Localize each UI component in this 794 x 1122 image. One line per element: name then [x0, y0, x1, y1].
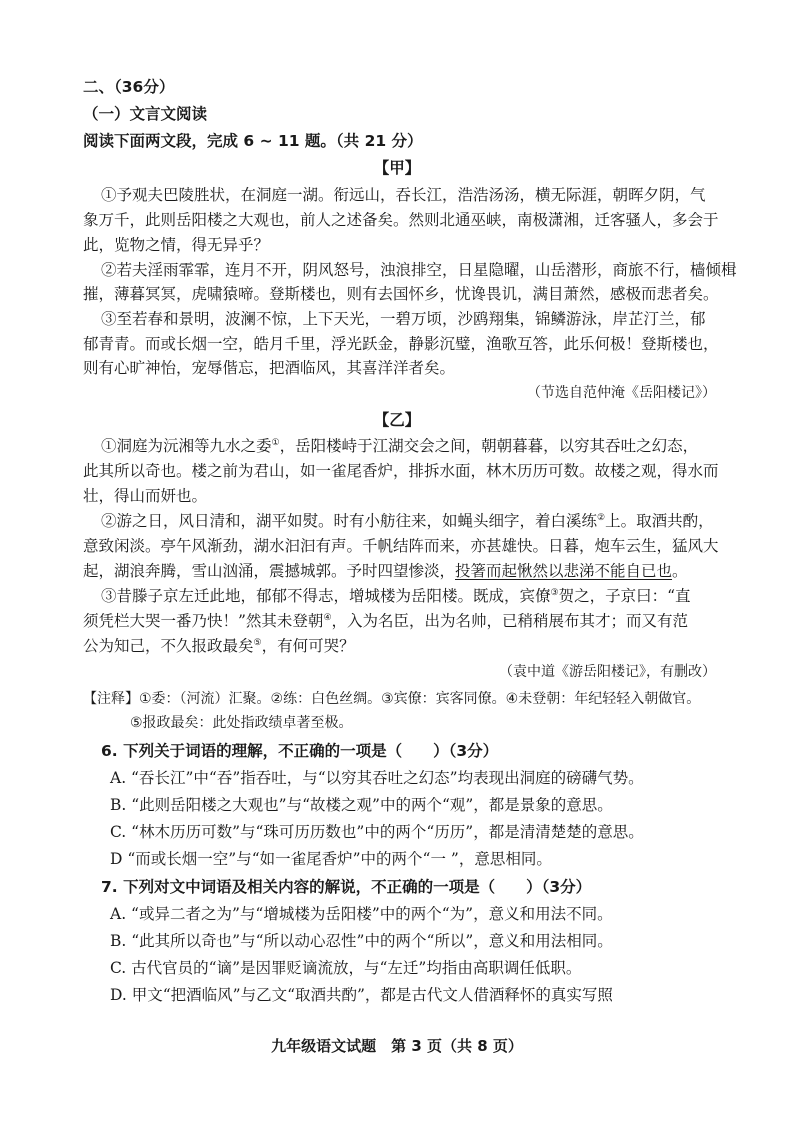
passage-yi-line: 此其所以奇也。楼之前为君山，如一雀尾香炉，排拆水面，林木历历可数。故楼之观，得水而 [83, 462, 719, 480]
passage-jia-title: 【甲】 [373, 159, 421, 177]
passage-jia-line: 象万千，此则岳阳楼之大观也，前人之述备矣。然则北通巫峡，南极潇湘，迁客骚人，多会于 [83, 211, 719, 229]
passage-jia-line: 郁青青。而或长烟一空，皓月千里，浮光跃金，静影沉璧，渔歌互答，此乐何极！登斯楼也， [83, 335, 719, 353]
question-7-option-d: D. 甲文“把酒临风”与乙文“取酒共酌”，都是古代文人借酒释怀的真实写照 [110, 986, 613, 1004]
section-heading: 二、（36分） [83, 78, 175, 96]
question-6-stem: 6. 下列关于词语的理解，不正确的一项是（ ）（3分） [101, 742, 499, 760]
passage-jia-line: ③至若春和景明，波澜不惊，上下天光，一碧万顷，沙鸥翔集，锦鳞游泳，岸芷汀兰，郁 [101, 310, 706, 328]
question-7-option-b: B. “此其所以奇也”与“所以动心忍性”中的两个“所以”，意义和用法相同。 [110, 932, 613, 950]
passage-yi-line: 意致闲淡。亭午风渐劲，湖水汩汩有声。千帆结阵而来，亦甚雄快。日暮，炮车云生，猛风大 [83, 537, 719, 555]
passage-yi-line: 壮，得山而妍也。 [83, 487, 208, 505]
question-6-option-d: D “而或长烟一空”与“如一雀尾香炉”中的两个“一 ”，意思相同。 [110, 850, 552, 868]
annotation-line: ⑤报政最矣：此处指政绩卓著至极。 [130, 715, 353, 731]
passage-jia-line: 摧，薄暮冥冥，虎啸猿啼。登斯楼也，则有去国怀乡，忧谗畏讥，满目萧然，感极而悲者矣。 [83, 285, 719, 303]
passage-jia-line: 此，览物之情，得无异乎？ [83, 236, 270, 254]
passage-yi-title: 【乙】 [373, 411, 421, 429]
question-7-option-a: A. “或异二者之为”与“增城楼为岳阳楼”中的两个“为”，意义和用法不同。 [110, 905, 613, 923]
passage-yi-source: （袁中道《游岳阳楼记》，有删改） [499, 664, 716, 680]
passage-yi-line: ③昔滕子京左迁此地，郁郁不得志，增城楼为岳阳楼。既成，宾僚③贺之，子京曰：“直 [101, 587, 691, 605]
page-footer: 九年级语文试题 第 3 页（共 8 页） [271, 1037, 523, 1055]
passage-yi-line: 公为知己，不久报政最矣⑤，有何可哭？ [83, 637, 355, 655]
passage-yi-line: 起，湖浪奔腾，雪山汹涌，震撼城郭。予时四望惨淡，投箸而起愀然以悲涕不能自已也。 [83, 562, 688, 580]
underlined-sentence: 投箸而起愀然以悲涕不能自已也 [455, 562, 673, 580]
question-6-option-b: B. “此则岳阳楼之大观也”与“故楼之观”中的两个“观”，都是景象的意思。 [110, 796, 613, 814]
passage-yi-line: ②游之日，风日清和，湖平如熨。时有小舫往来，如蝇头细字，着白溪练②上。取酒共酌， [101, 512, 714, 530]
question-6-option-a: A. “吞长江”中“吞”指吞吐，与“以穷其吞吐之幻态”均表现出洞庭的磅礴气势。 [110, 769, 644, 787]
question-7-option-c: C. 古代官员的“谪”是因罪贬谪流放，与“左迁”均指由高职调任低职。 [110, 959, 582, 977]
subsection-heading: （一）文言文阅读 [83, 105, 208, 123]
question-7-stem: 7. 下列对文中词语及相关内容的解说，不正确的一项是（ ）（3分） [101, 878, 592, 896]
passage-jia-line: ②若夫淫雨霏霏，连月不开，阴风怒号，浊浪排空，日星隐曜，山岳潜形，商旅不行，樯倾楫 [101, 261, 737, 279]
passage-yi-line: 须凭栏大哭一番乃快！”然其未登朝④，入为名臣，出为名帅，已稍稍展布其才；而又有范 [83, 612, 689, 630]
passage-jia-line: ①予观夫巴陵胜状，在洞庭一湖。衔远山，吞长江，浩浩汤汤，横无际涯，朝晖夕阴，气 [101, 186, 706, 204]
instruction: 阅读下面两文段，完成 6 ~ 11 题。（共 21 分） [83, 132, 423, 150]
passage-yi-line: ①洞庭为沅湘等九水之委①，岳阳楼峙于江湖交会之间，朝朝暮暮，以穷其吞吐之幻态， [101, 437, 699, 455]
passage-jia-source: （节选自范仲淹《岳阳楼记》） [527, 385, 716, 401]
annotation-line: 【注释】①委：（河流）汇聚。②练：白色丝绸。③宾僚：宾客同僚。④未登朝：年纪轻轻入朝做官。 [83, 691, 701, 707]
question-6-option-c: C. “林木历历可数”与“珠可历历数也”中的两个“历历”，都是清清楚楚的意思。 [110, 823, 644, 841]
passage-jia-line: 则有心旷神怡，宠辱偕忘，把酒临风，其喜洋洋者矣。 [83, 359, 456, 377]
